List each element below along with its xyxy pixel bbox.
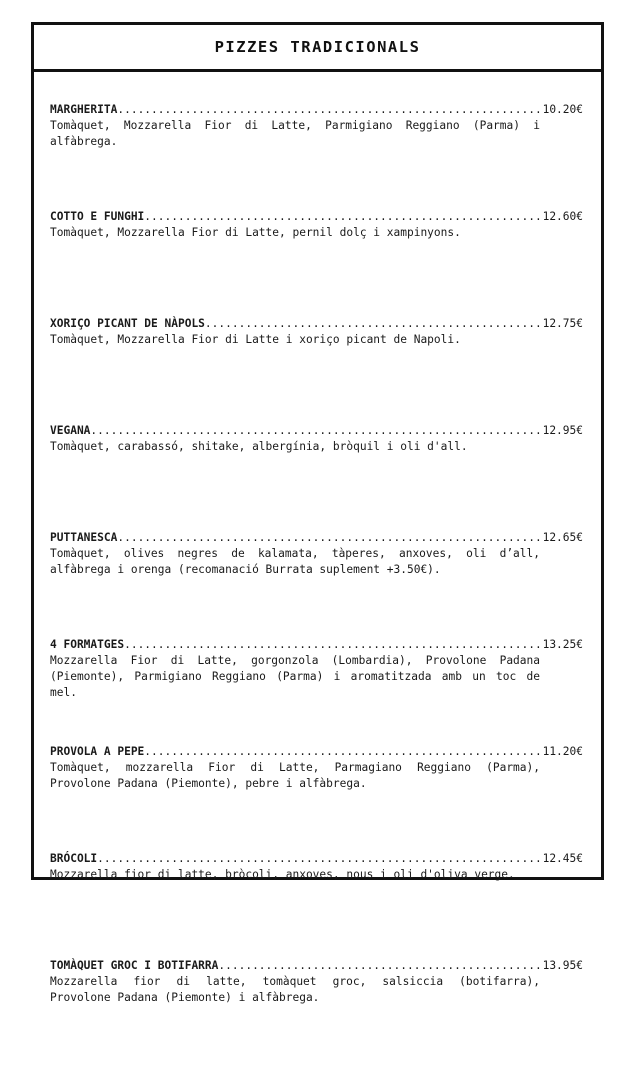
menu-item-row (50, 637, 583, 653)
menu-item (50, 744, 583, 851)
menu-item-price: 12.95€ (542, 424, 583, 437)
menu-item-description: Tomàquet, Mozzarella Fior di Latte i xoriço picant de Napoli. (50, 333, 461, 346)
menu-item (50, 423, 583, 530)
dot-leader (117, 102, 542, 118)
menu-item (50, 102, 583, 209)
menu-item-price: 12.75€ (542, 317, 583, 330)
menu-item-description: Tomàquet, Mozzarella Fior di Latte, Parmigiano Reggiano (Parma) i alfàbrega. (50, 119, 540, 148)
menu-item-description: Tomàquet, carabassó, shitake, albergínia, bròquil i oli d'all. (50, 440, 468, 453)
menu-item-name: BRÓCOLI (50, 852, 98, 865)
menu-item (50, 530, 583, 637)
menu-item-price: 11.20€ (542, 745, 583, 758)
menu-item-name: TOMÀQUET GROC I BOTIFARRA (50, 959, 219, 972)
menu-item-name: MARGHERITA (50, 103, 118, 116)
dot-leader (144, 209, 542, 225)
menu-item-row (50, 958, 583, 974)
menu-item-row (50, 530, 583, 546)
menu-item (50, 209, 583, 316)
menu-item-row (50, 316, 583, 332)
menu-item-name: PROVOLA A PEPE (50, 745, 145, 758)
menu-item-description: Mozzarella Fior di Latte, gorgonzola (Lombardia), Provolone Padana (Piemonte), Parmigiano Reggiano (Parma) i aromatitzada amb un toc de mel. (50, 654, 540, 699)
menu-item-name: XORIÇO PICANT DE NÀPOLS (50, 317, 205, 330)
menu-item-row (50, 744, 583, 760)
menu-item-row (50, 851, 583, 867)
menu-item-price: 13.25€ (542, 638, 583, 651)
menu-item-price: 12.45€ (542, 852, 583, 865)
dot-leader (205, 316, 543, 332)
menu-item-price: 13.95€ (542, 959, 583, 972)
dot-leader (97, 851, 542, 867)
menu-title: PIZZES TRADICIONALS (214, 38, 421, 56)
menu-item (50, 316, 583, 423)
menu-item-name: COTTO E FUNGHI (50, 210, 145, 223)
menu-item-row (50, 102, 583, 118)
menu-item-description: Tomàquet, Mozzarella Fior di Latte, pernil dolç i xampinyons. (50, 226, 461, 239)
menu-item-description: Tomàquet, mozzarella Fior di Latte, Parmagiano Reggiano (Parma), Provolone Padana (Piemonte), pebre i alfàbrega. (50, 761, 540, 790)
menu-item-row (50, 423, 583, 439)
menu-item-description: Tomàquet, olives negres de kalamata, tàperes, anxoves, oli d’all, alfàbrega i orenga (recomanació Burrata suplement +3.50€). (50, 547, 540, 576)
menu-item-row (50, 209, 583, 225)
menu-item-price: 12.60€ (542, 210, 583, 223)
menu-item-price: 12.65€ (542, 531, 583, 544)
dot-leader (218, 958, 542, 974)
menu-item-description: Mozzarella fior di latte, tomàquet groc, salsiccia (botifarra), Provolone Padana (Piemonte) i alfàbrega. (50, 975, 540, 1004)
dot-leader (124, 637, 542, 653)
menu-item-name: PUTTANESCA (50, 531, 118, 544)
menu-list (50, 102, 583, 1065)
dot-leader (90, 423, 542, 439)
menu-header (34, 25, 601, 72)
dot-leader (144, 744, 542, 760)
dot-leader (117, 530, 542, 546)
menu-item (50, 958, 583, 1065)
menu-item-name: 4 FORMATGES (50, 638, 125, 651)
menu-item (50, 637, 583, 744)
menu-frame (31, 22, 604, 1004)
menu-item-name: VEGANA (50, 424, 91, 437)
menu-item-price: 10.20€ (542, 103, 583, 116)
menu-item-description: Mozzarella fior di latte, bròcoli, anxoves, nous i oli d'oliva verge. (50, 868, 515, 881)
